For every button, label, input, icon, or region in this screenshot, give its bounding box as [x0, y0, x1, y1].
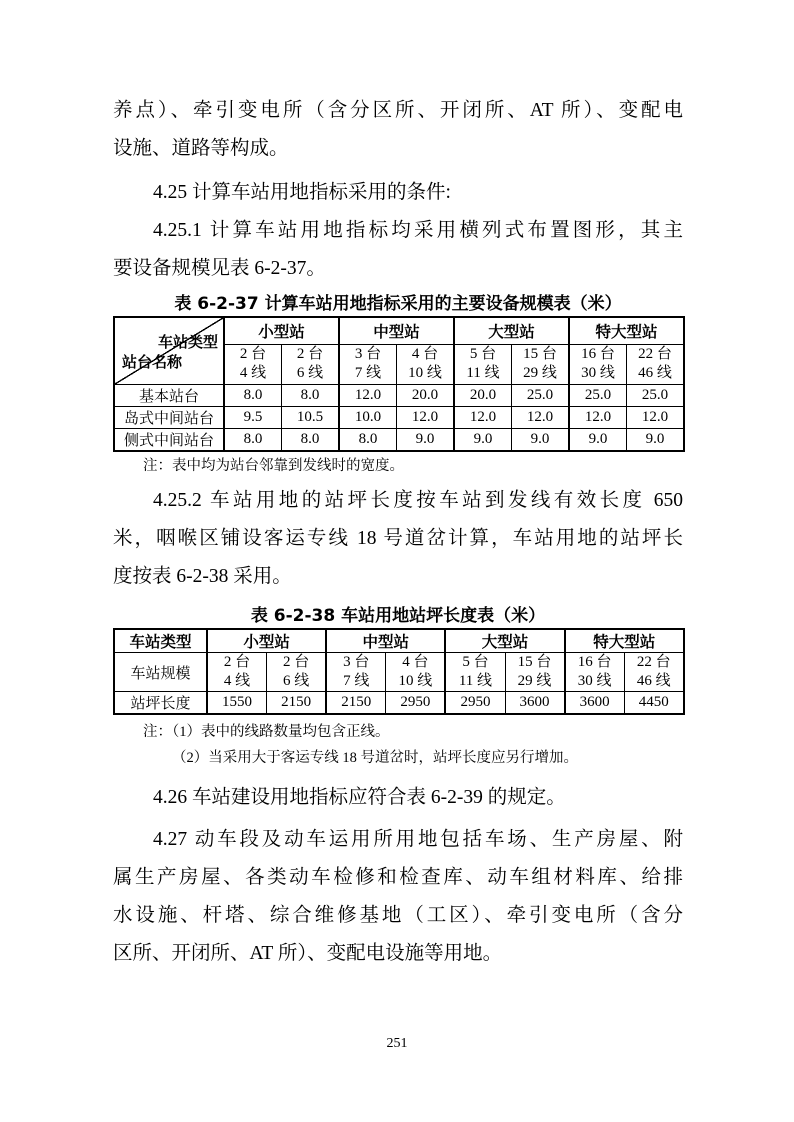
value-cell: 8.0	[339, 428, 397, 451]
text-line: 4.25.2 车站用地的站坪长度按车站到发线有效长度 650	[153, 489, 683, 511]
subheader-cell: 5 台 11 线	[454, 344, 512, 384]
table-row	[114, 406, 684, 428]
subheader-cell: 22 台 46 线	[624, 653, 684, 692]
value-cell: 10.5	[282, 406, 340, 428]
note-line: （2）当采用大于客运专线 18 号道岔时，站坪长度应另行增加。	[172, 750, 578, 766]
subheader-cell: 3 台 7 线	[339, 344, 397, 384]
section-4-25	[113, 174, 683, 212]
table-row	[114, 629, 684, 653]
paragraph-continuation	[113, 92, 683, 168]
table-6-2-37	[113, 316, 685, 452]
subheader-cell: 16 台 30 线	[569, 344, 627, 384]
subheader-cell: 2 台 6 线	[282, 344, 340, 384]
text-line: 区所、开闭所、AT 所）、变配电设施等用地。	[113, 943, 503, 964]
row-label-cell: 车站规模	[114, 653, 207, 692]
row-label-cell: 侧式中间站台	[114, 428, 224, 451]
col-group-medium-station: 中型站	[339, 317, 454, 344]
table-6-2-37-note: 注：表中均为站台邻靠到发线时的宽度。	[143, 457, 404, 474]
value-cell: 2950	[386, 692, 446, 715]
subheader-cell: 2 台 4 线	[224, 344, 282, 384]
table-row	[114, 653, 684, 692]
value-cell: 3600	[565, 692, 625, 715]
value-cell: 20.0	[454, 384, 512, 406]
subheader-cell: 4 台 10 线	[386, 653, 446, 692]
page-number: 251	[386, 1036, 408, 1051]
value-cell: 2150	[267, 692, 327, 715]
table-row	[114, 384, 684, 406]
col-group-large-station: 大型站	[454, 317, 569, 344]
value-cell: 8.0	[282, 428, 340, 451]
value-cell: 4450	[624, 692, 684, 715]
value-cell: 2950	[445, 692, 505, 715]
section-4-27	[113, 821, 683, 973]
col-group-small-station: 小型站	[207, 629, 326, 653]
section-4-25-1	[113, 212, 683, 288]
subheader-cell: 4 台 10 线	[397, 344, 455, 384]
col-group-extra-large-station: 特大型站	[565, 629, 684, 653]
value-cell: 8.0	[282, 384, 340, 406]
header-station-type: 车站类型	[114, 629, 207, 653]
row-label-cell: 基本站台	[114, 384, 224, 406]
value-cell: 12.0	[512, 406, 570, 428]
value-cell: 9.5	[224, 406, 282, 428]
subheader-cell: 5 台 11 线	[445, 653, 505, 692]
value-cell: 25.0	[569, 384, 627, 406]
value-cell: 8.0	[224, 428, 282, 451]
text-line: 4.25.1 计算车站用地指标均采用横列式布置图形，其主	[153, 220, 683, 241]
subheader-cell: 15 台 29 线	[505, 653, 565, 692]
subheader-cell: 16 台 30 线	[565, 653, 625, 692]
section-4-26	[113, 779, 683, 817]
text-line: 度按表 6-2-38 采用。	[113, 565, 292, 587]
col-group-small-station: 小型站	[224, 317, 339, 344]
value-cell: 8.0	[224, 384, 282, 406]
text-line: 要设备规模见表 6-2-37。	[113, 258, 326, 279]
col-group-medium-station: 中型站	[326, 629, 445, 653]
corner-label-station-type: 车站类型	[157, 333, 218, 351]
value-cell: 2150	[326, 692, 386, 715]
value-cell: 12.0	[569, 406, 627, 428]
value-cell: 1550	[207, 692, 267, 715]
value-cell: 12.0	[397, 406, 455, 428]
table-corner-cell	[114, 317, 224, 384]
text-line: 养点）、牵引变电所（含分区所、开闭所、AT 所）、变配电	[113, 100, 683, 121]
value-cell: 9.0	[397, 428, 455, 451]
section-4-25-2	[113, 482, 683, 596]
table-6-2-37-title: 表 6-2-37 计算车站用地指标采用的主要设备规模表（米）	[174, 294, 622, 314]
value-cell: 25.0	[627, 384, 685, 406]
value-cell: 9.0	[569, 428, 627, 451]
table-6-2-38	[113, 628, 685, 716]
value-cell: 20.0	[397, 384, 455, 406]
value-cell: 10.0	[339, 406, 397, 428]
value-cell: 12.0	[627, 406, 685, 428]
corner-label-platform-name: 站台名称	[122, 353, 183, 371]
text-line: 4.25 计算车站用地指标采用的条件:	[153, 182, 451, 203]
table-row	[114, 428, 684, 451]
note-line: 注：（1）表中的线路数量均包含正线。	[143, 724, 390, 740]
row-label-cell: 岛式中间站台	[114, 406, 224, 428]
text-line: 设施、道路等构成。	[113, 138, 289, 159]
value-cell: 9.0	[512, 428, 570, 451]
text-line: 4.27 动车段及动车运用所用地包括车场、生产房屋、附	[153, 829, 683, 850]
table-row	[114, 692, 684, 715]
subheader-cell: 2 台 6 线	[267, 653, 327, 692]
value-cell: 12.0	[454, 406, 512, 428]
table-6-2-38-notes	[113, 719, 683, 771]
subheader-cell: 2 台 4 线	[207, 653, 267, 692]
text-line: 水设施、杆塔、综合维修基地（工区）、牵引变电所（含分	[113, 905, 683, 926]
col-group-extra-large-station: 特大型站	[569, 317, 684, 344]
table-6-2-38-title: 表 6-2-38 车站用地站坪长度表（米）	[250, 605, 546, 626]
col-group-large-station: 大型站	[445, 629, 564, 653]
text-line: 米，咽喉区铺设客运专线 18 号道岔计算，车站用地的站坪长	[113, 527, 683, 549]
value-cell: 12.0	[339, 384, 397, 406]
table-row	[114, 317, 684, 344]
subheader-cell: 22 台 46 线	[627, 344, 685, 384]
row-label-cell: 站坪长度	[114, 692, 207, 715]
value-cell: 9.0	[454, 428, 512, 451]
value-cell: 3600	[505, 692, 565, 715]
value-cell: 25.0	[512, 384, 570, 406]
text-line: 属生产房屋、各类动车检修和检查库、动车组材料库、给排	[113, 867, 683, 888]
subheader-cell: 15 台 29 线	[512, 344, 570, 384]
subheader-cell: 3 台 7 线	[326, 653, 386, 692]
text-line: 4.26 车站建设用地指标应符合表 6-2-39 的规定。	[153, 787, 566, 808]
value-cell: 9.0	[627, 428, 685, 451]
